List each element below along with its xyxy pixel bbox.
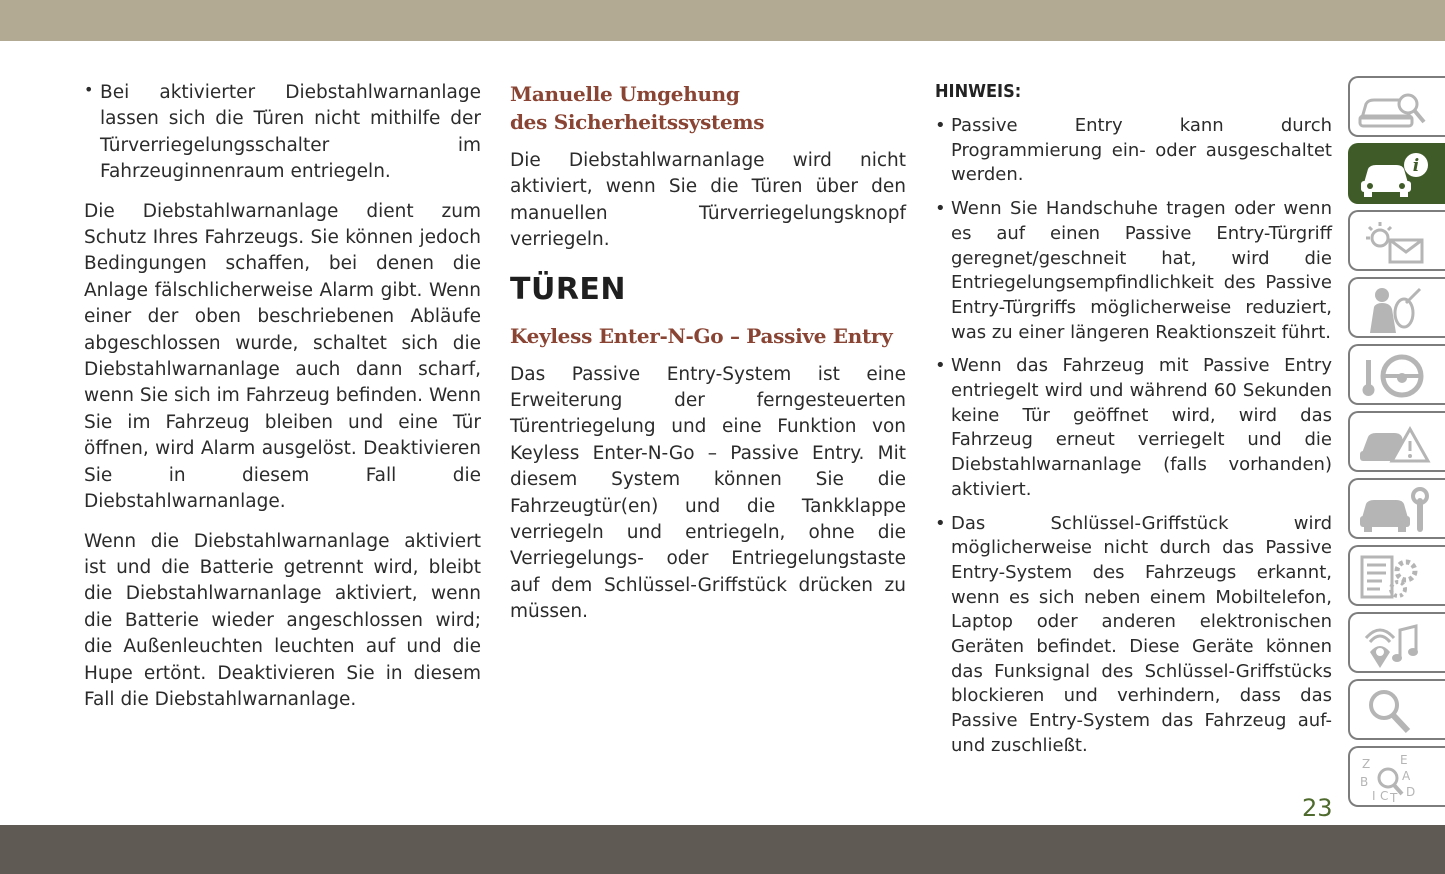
svg-text:A: A	[1402, 769, 1411, 783]
tab-car-info[interactable]	[1348, 143, 1445, 204]
svg-text:Z: Z	[1362, 757, 1371, 771]
tab-car-warning[interactable]	[1348, 411, 1445, 472]
note-item: • Das Schlüssel-Griffstück wird möglicherweise nicht durch das Passive Entry-System des Fahrzeugs erkannt, wenn es sich neben einem Mobiltelefon, Laptop oder anderen elektronischen Geräten befindet. Diese Geräte können das Funksignal des Schlüssel-Griffstücks blockieren und verhindern, dass das Passive Entry-System das Fahrzeug auf- und zuschließt.	[935, 512, 1332, 759]
svg-text:B: B	[1360, 775, 1369, 789]
magnifier-search-icon	[1356, 685, 1436, 737]
specifications-gear-icon	[1356, 551, 1436, 603]
subheading-keyless-entry: Keyless Enter-N-Go – Passive Entry	[510, 323, 893, 348]
svg-text:T: T	[1390, 791, 1398, 804]
steering-wheel-icon	[1356, 350, 1436, 402]
column-left	[84, 80, 481, 726]
tab-car-search[interactable]	[1348, 76, 1445, 137]
tab-search[interactable]	[1348, 679, 1445, 740]
multimedia-icon	[1356, 618, 1436, 670]
tab-specifications[interactable]	[1348, 545, 1445, 606]
airbag-safety-icon	[1356, 283, 1436, 335]
car-warning-icon	[1356, 417, 1436, 469]
column-middle	[510, 80, 906, 626]
svg-text:i: i	[1412, 156, 1420, 176]
page-number: 23	[1302, 794, 1333, 822]
top-bar	[0, 0, 1445, 41]
section-title: TÜREN	[510, 271, 627, 307]
bottom-bar	[0, 825, 1445, 874]
tab-car-wrench[interactable]	[1348, 478, 1445, 539]
tab-index[interactable]	[1348, 746, 1445, 807]
tab-multimedia[interactable]	[1348, 612, 1445, 673]
svg-text:C: C	[1380, 789, 1389, 803]
tab-steering-wheel[interactable]	[1348, 344, 1445, 405]
note-label: HINWEIS:	[935, 81, 1022, 102]
tab-airbag-safety[interactable]	[1348, 277, 1445, 338]
paragraph: Die Diebstahlwarnanlage dient zum Schutz Ihres Fahrzeugs. Sie können jedoch Bedingungen schaffen, bei denen die Anlage fälschlicherweise Alarm gibt. Wenn einer der oben beschriebenen Abläufe abgeschlossen wurde, schaltet sich die Diebstahlwarnanlage auch dann scharf, wenn Sie sich im Fahrzeug befinden. Wenn Sie im Fahrzeug bleiben und eine Tür öffnen, wird Alarm ausgelöst. Deaktivieren Sie in diesem Fall die Diebstahlwarnanlage.	[84, 200, 481, 513]
subheading-manual-override: Manuelle Umgehung des Sicherheitssystems	[510, 82, 765, 134]
svg-text:E: E	[1400, 753, 1408, 767]
car-info-icon	[1356, 149, 1436, 201]
note-list	[935, 114, 1332, 759]
column-right	[935, 80, 1332, 768]
paragraph: Wenn die Diebstahlwarnanlage aktiviert ist und die Batterie getrennt wird, bleibt die Diebstahlwarnanlage aktiviert, wenn die Batterie wieder angeschlossen wird; die Außenleuchten leuchten auf und die Hupe ertönt. Deaktivieren Sie in diesem Fall die Diebstahlwarnanlage.	[84, 530, 481, 710]
note-item: • Wenn Sie Handschuhe tragen oder wenn es auf einen Passive Entry-Türgriff geregnet/geschneit hat, wird die Entriegelungsempfindlichkeit des Passive Entry-Türgriffs möglicherweise reduziert, was zu einer längeren Reaktionszeit führt.	[935, 197, 1332, 345]
tab-dashboard-lights[interactable]	[1348, 210, 1445, 271]
paragraph: Das Passive Entry-System ist eine Erweiterung der ferngesteuerten Türentriegelung und eine Funktion von Keyless Enter-N-Go – Passive Entry. Mit diesem System können Sie die Fahrzeugtür(en) und die Tankklappe verriegeln und entriegeln, ohne die Verriegelungs- oder Entriegelungstaste auf dem Schlüssel-Griffstück drücken zu müssen.	[510, 363, 906, 623]
bullet-text: • Bei aktivierter Diebstahlwarnanlage lassen sich die Türen nicht mithilfe der Türverriegelungsschalter im Fahrzeuginnenraum entriegeln.	[100, 82, 481, 183]
svg-text:D: D	[1406, 785, 1416, 799]
svg-text:I: I	[1372, 789, 1376, 803]
note-item: • Passive Entry kann durch Programmierung ein- oder ausgeschaltet werden.	[935, 114, 1332, 188]
dashboard-lights-icon	[1356, 216, 1436, 268]
index-alphabet-icon	[1356, 752, 1436, 804]
note-item: • Wenn das Fahrzeug mit Passive Entry entriegelt wird und während 60 Sekunden keine Tür geöffnet wird, wird das Fahrzeug erneut verriegelt und die Diebstahlwarnanlage (falls vorhanden) aktiviert.	[935, 354, 1332, 502]
paragraph: Die Diebstahlwarnanlage wird nicht aktiviert, wenn Sie die Türen über den manuellen Türverriegelungsknopf verriegeln.	[510, 150, 906, 251]
bullet-item	[84, 80, 481, 186]
car-wrench-icon	[1356, 484, 1436, 536]
car-search-icon	[1356, 82, 1436, 134]
